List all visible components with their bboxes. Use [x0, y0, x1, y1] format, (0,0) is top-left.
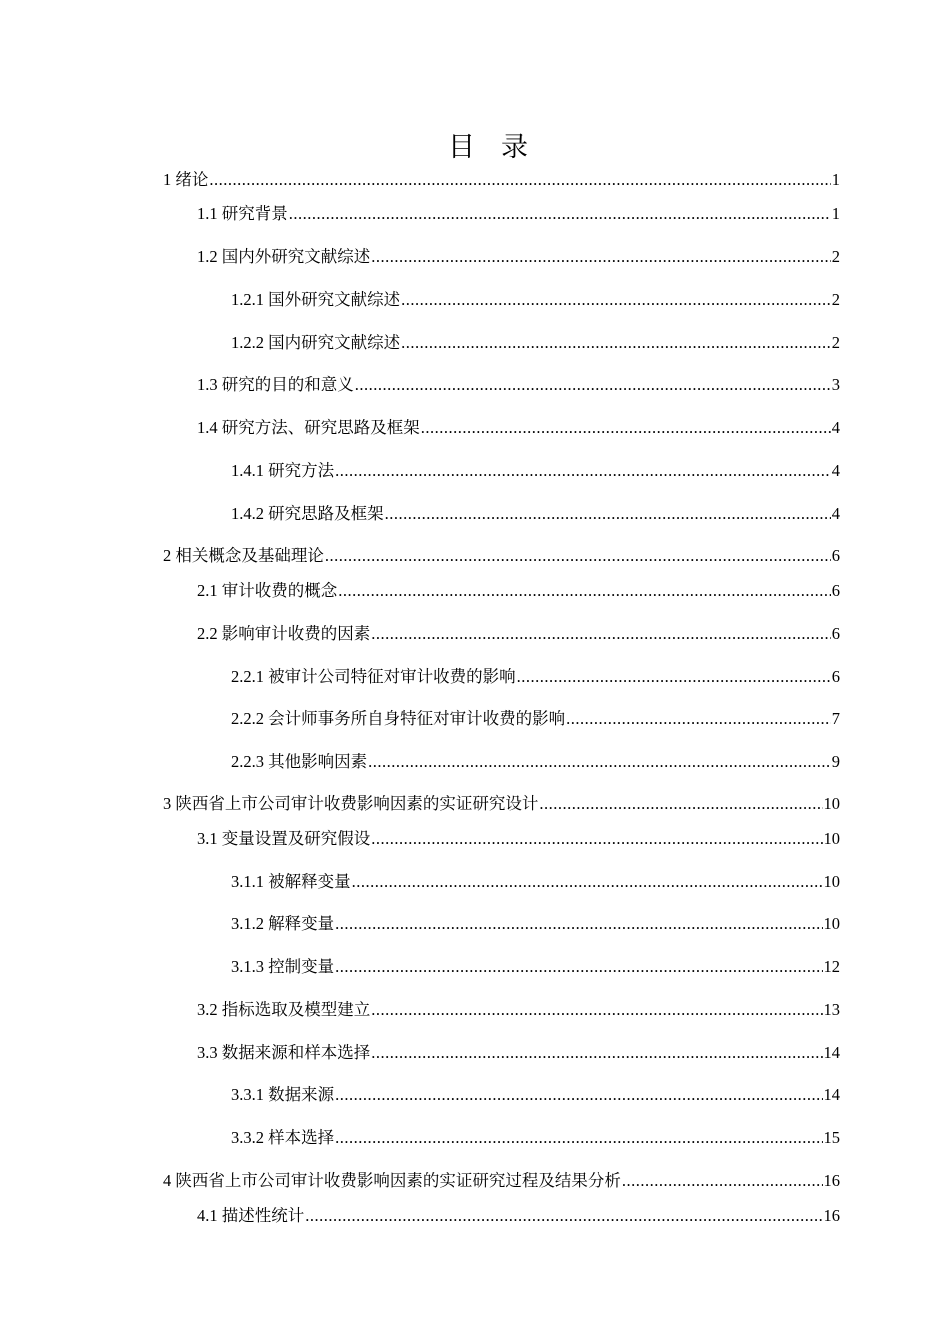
toc-entry-page-number: 6 — [831, 667, 840, 686]
toc-entry-page-number: 10 — [823, 829, 840, 848]
toc-entry-page-number: 14 — [823, 1085, 840, 1104]
toc-entry-text: 2.2.3 其他影响因素 — [231, 752, 368, 771]
toc-entry[interactable] — [197, 373, 840, 397]
toc-entry[interactable] — [197, 245, 840, 269]
toc-entry-text: 3.3.1 数据来源 — [231, 1085, 335, 1104]
toc-dot-leader — [335, 912, 822, 936]
toc-dot-leader — [305, 1204, 822, 1228]
toc-dot-leader — [371, 1041, 822, 1065]
toc-entry[interactable] — [231, 288, 840, 312]
toc-entry-text: 3.3 数据来源和样本选择 — [197, 1043, 371, 1062]
toc-dot-leader — [401, 288, 831, 312]
toc-dot-leader — [421, 416, 831, 440]
toc-entry-text: 3.3.2 样本选择 — [231, 1128, 335, 1147]
toc-entry[interactable] — [163, 544, 840, 568]
toc-entry-text: 2.2 影响审计收费的因素 — [197, 624, 371, 643]
toc-entry[interactable] — [231, 912, 840, 936]
toc-entry-text: 1.4 研究方法、研究思路及框架 — [197, 418, 420, 437]
toc-entry-page-number: 1 — [831, 204, 840, 223]
toc-entry-page-number: 12 — [823, 957, 840, 976]
toc-entry[interactable] — [197, 998, 840, 1022]
toc-entry-page-number: 10 — [823, 794, 840, 813]
toc-entry-text: 2.2.1 被审计公司特征对审计收费的影响 — [231, 667, 516, 686]
toc-entry-text: 1.2.1 国外研究文献综述 — [231, 290, 401, 309]
toc-dot-leader — [325, 544, 831, 568]
toc-entry-text: 1.4.2 研究思路及框架 — [231, 504, 384, 523]
toc-dot-leader — [371, 245, 831, 269]
toc-dot-leader — [566, 707, 831, 731]
toc-entry-page-number: 2 — [831, 247, 840, 266]
toc-entry[interactable] — [197, 1204, 840, 1228]
toc-dot-leader — [385, 502, 831, 526]
toc-entry-text: 3.2 指标选取及模型建立 — [197, 1000, 371, 1019]
toc-dot-leader — [517, 665, 831, 689]
toc-dot-leader — [622, 1169, 823, 1193]
toc-entry-page-number: 6 — [831, 624, 840, 643]
toc-dot-leader — [401, 331, 831, 355]
toc-dot-leader — [539, 792, 822, 816]
toc-entry[interactable] — [197, 622, 840, 646]
toc-entry-page-number: 2 — [831, 290, 840, 309]
toc-entry[interactable] — [231, 750, 840, 774]
toc-dot-leader — [352, 870, 823, 894]
toc-dot-leader — [355, 373, 831, 397]
toc-entry-page-number: 10 — [823, 914, 840, 933]
toc-entry-text: 1.2 国内外研究文献综述 — [197, 247, 371, 266]
toc-dot-leader — [335, 1126, 822, 1150]
toc-entry-page-number: 7 — [831, 709, 840, 728]
toc-entry-text: 3.1.2 解释变量 — [231, 914, 335, 933]
toc-entry[interactable] — [163, 1169, 840, 1193]
toc-entry-text: 3 陕西省上市公司审计收费影响因素的实证研究设计 — [163, 794, 539, 813]
toc-dot-leader — [209, 168, 830, 192]
toc-entry-text: 1.2.2 国内研究文献综述 — [231, 333, 401, 352]
toc-entry[interactable] — [231, 502, 840, 526]
toc-entry-text: 1.1 研究背景 — [197, 204, 288, 223]
toc-entry-text: 3.1 变量设置及研究假设 — [197, 829, 371, 848]
toc-entry-page-number: 6 — [831, 546, 840, 565]
toc-entry-page-number: 4 — [831, 418, 840, 437]
toc-dot-leader — [289, 202, 831, 226]
toc-entry-page-number: 9 — [831, 752, 840, 771]
toc-entry-text: 2.1 审计收费的概念 — [197, 581, 338, 600]
toc-entry[interactable] — [231, 1083, 840, 1107]
toc-entry-text: 1.3 研究的目的和意义 — [197, 375, 354, 394]
toc-entry-text: 3.1.1 被解释变量 — [231, 872, 351, 891]
toc-entry-page-number: 16 — [823, 1171, 840, 1190]
toc-entry-page-number: 14 — [823, 1043, 840, 1062]
toc-entry[interactable] — [197, 579, 840, 603]
toc-entry-page-number: 3 — [831, 375, 840, 394]
toc-entry[interactable] — [197, 202, 840, 226]
toc-entry[interactable] — [231, 331, 840, 355]
toc-entry[interactable] — [197, 827, 840, 851]
toc-entry-page-number: 4 — [831, 504, 840, 523]
toc-entry-page-number: 6 — [831, 581, 840, 600]
toc-entry-page-number: 1 — [831, 170, 840, 189]
toc-entry[interactable] — [197, 416, 840, 440]
toc-entry[interactable] — [197, 1041, 840, 1065]
toc-title: 目录 — [448, 132, 554, 163]
toc-dot-leader — [335, 955, 822, 979]
toc-entry-page-number: 13 — [823, 1000, 840, 1019]
toc-entry-page-number: 4 — [831, 461, 840, 480]
toc-entry[interactable] — [231, 665, 840, 689]
toc-dot-leader — [371, 998, 822, 1022]
toc-entry[interactable] — [231, 707, 840, 731]
toc-entry[interactable] — [231, 459, 840, 483]
toc-entry-text: 2.2.2 会计师事务所自身特征对审计收费的影响 — [231, 709, 566, 728]
toc-entry-page-number: 15 — [823, 1128, 840, 1147]
toc-entry-text: 4 陕西省上市公司审计收费影响因素的实证研究过程及结果分析 — [163, 1171, 621, 1190]
toc-dot-leader — [368, 750, 831, 774]
toc-entry[interactable] — [231, 870, 840, 894]
toc-entry[interactable] — [163, 168, 840, 192]
toc-entry[interactable] — [163, 792, 840, 816]
toc-dot-leader — [338, 579, 831, 603]
toc-dot-leader — [335, 459, 831, 483]
toc-dot-leader — [335, 1083, 822, 1107]
toc-entry-text: 4.1 描述性统计 — [197, 1206, 305, 1225]
toc-dot-leader — [371, 622, 831, 646]
toc-entry-text: 1 绪论 — [163, 170, 209, 189]
toc-entry-page-number: 2 — [831, 333, 840, 352]
toc-entry-text: 1.4.1 研究方法 — [231, 461, 335, 480]
toc-entry[interactable] — [231, 955, 840, 979]
toc-entry-page-number: 16 — [823, 1206, 840, 1225]
toc-entry-text: 3.1.3 控制变量 — [231, 957, 335, 976]
toc-entry-text: 2 相关概念及基础理论 — [163, 546, 324, 565]
toc-entry-page-number: 10 — [823, 872, 840, 891]
toc-entry[interactable] — [231, 1126, 840, 1150]
toc-dot-leader — [371, 827, 822, 851]
